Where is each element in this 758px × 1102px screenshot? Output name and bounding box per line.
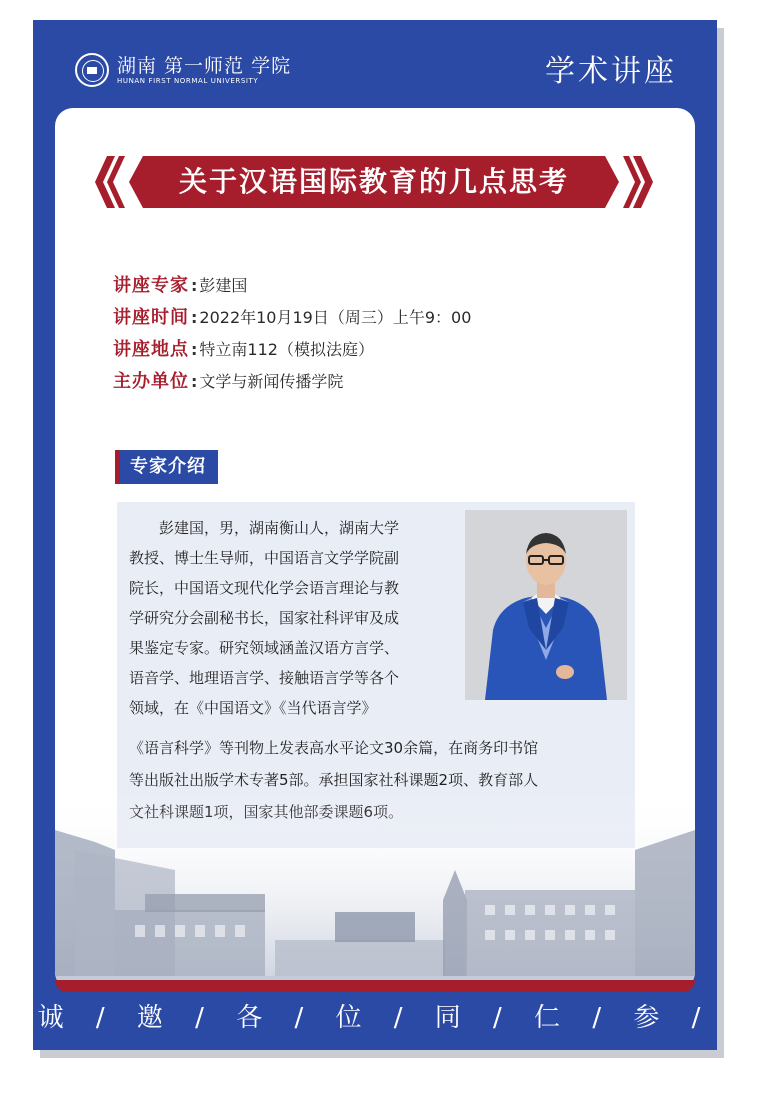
campus-illustration bbox=[55, 790, 695, 990]
campus-buildings-icon bbox=[55, 790, 695, 990]
bio-line: 彭建国，男，湖南衡山人，湖南大学 bbox=[159, 519, 400, 537]
info-value: 彭建国 bbox=[199, 276, 248, 295]
title-banner bbox=[143, 156, 605, 208]
bio-line: 学研究分会副秘书长，国家社科评审及成 bbox=[129, 609, 400, 627]
info-label: 主办单位 bbox=[113, 371, 189, 392]
bio-line: 等出版社出版学术专著5部。承担国家社科课题2项、教育部人 bbox=[129, 771, 539, 789]
info-value: 特立南112（模拟法庭） bbox=[199, 340, 374, 359]
info-separator: : bbox=[191, 372, 198, 391]
section-title-expert-intro: 专家介绍 bbox=[115, 450, 218, 484]
info-row-time bbox=[113, 302, 471, 334]
info-label: 讲座专家 bbox=[113, 275, 189, 296]
school-name-cn: 湖南 第一师范 学院 bbox=[117, 54, 292, 77]
info-separator: : bbox=[191, 276, 198, 295]
info-separator: : bbox=[191, 340, 198, 359]
info-separator: : bbox=[191, 308, 198, 327]
info-label: 讲座时间 bbox=[113, 307, 189, 328]
info-row-organizer bbox=[113, 366, 471, 398]
bio-line: 教授、博士生导师，中国语言文学学院副 bbox=[129, 549, 400, 567]
card-bottom-stripe bbox=[55, 980, 695, 992]
series-label: 学术讲座 bbox=[545, 54, 677, 89]
expert-portrait-icon bbox=[465, 510, 627, 700]
footer-invitation: 诚 / 邀 / 各 / 位 / 同 / 仁 / 参 / 会 bbox=[37, 1003, 713, 1089]
expert-photo bbox=[465, 510, 627, 700]
info-value: 文学与新闻传播学院 bbox=[199, 372, 344, 391]
school-logo bbox=[75, 48, 291, 92]
content-card bbox=[55, 108, 695, 990]
title-left-chevron-icon bbox=[93, 156, 125, 208]
info-row-expert bbox=[113, 270, 471, 302]
bio-line: 领域，在《中国语文》《当代语言学》 bbox=[129, 699, 377, 717]
title-right-chevron-icon bbox=[623, 156, 655, 208]
poster bbox=[33, 20, 717, 1089]
info-value: 2022年10月19日（周三）上午9：00 bbox=[199, 308, 472, 327]
lecture-info bbox=[113, 270, 471, 398]
info-label: 讲座地点 bbox=[113, 339, 189, 360]
info-row-location bbox=[113, 334, 471, 366]
school-name bbox=[117, 55, 291, 86]
bio-line: 语音学、地理语言学、接触语言学等各个 bbox=[129, 669, 400, 687]
bio-line: 果鉴定专家。研究领域涵盖汉语方言学、 bbox=[129, 639, 400, 657]
bio-line: 院长，中国语文现代化学会语言理论与教 bbox=[129, 579, 400, 597]
school-name-en: HUNAN FIRST NORMAL UNIVERSITY bbox=[117, 76, 259, 85]
lecture-title: 关于汉语国际教育的几点思考 bbox=[178, 165, 569, 198]
school-seal-icon bbox=[75, 53, 109, 87]
bio-line: 《语言科学》等刊物上发表高水平论文30余篇，在商务印书馆 bbox=[129, 739, 539, 757]
